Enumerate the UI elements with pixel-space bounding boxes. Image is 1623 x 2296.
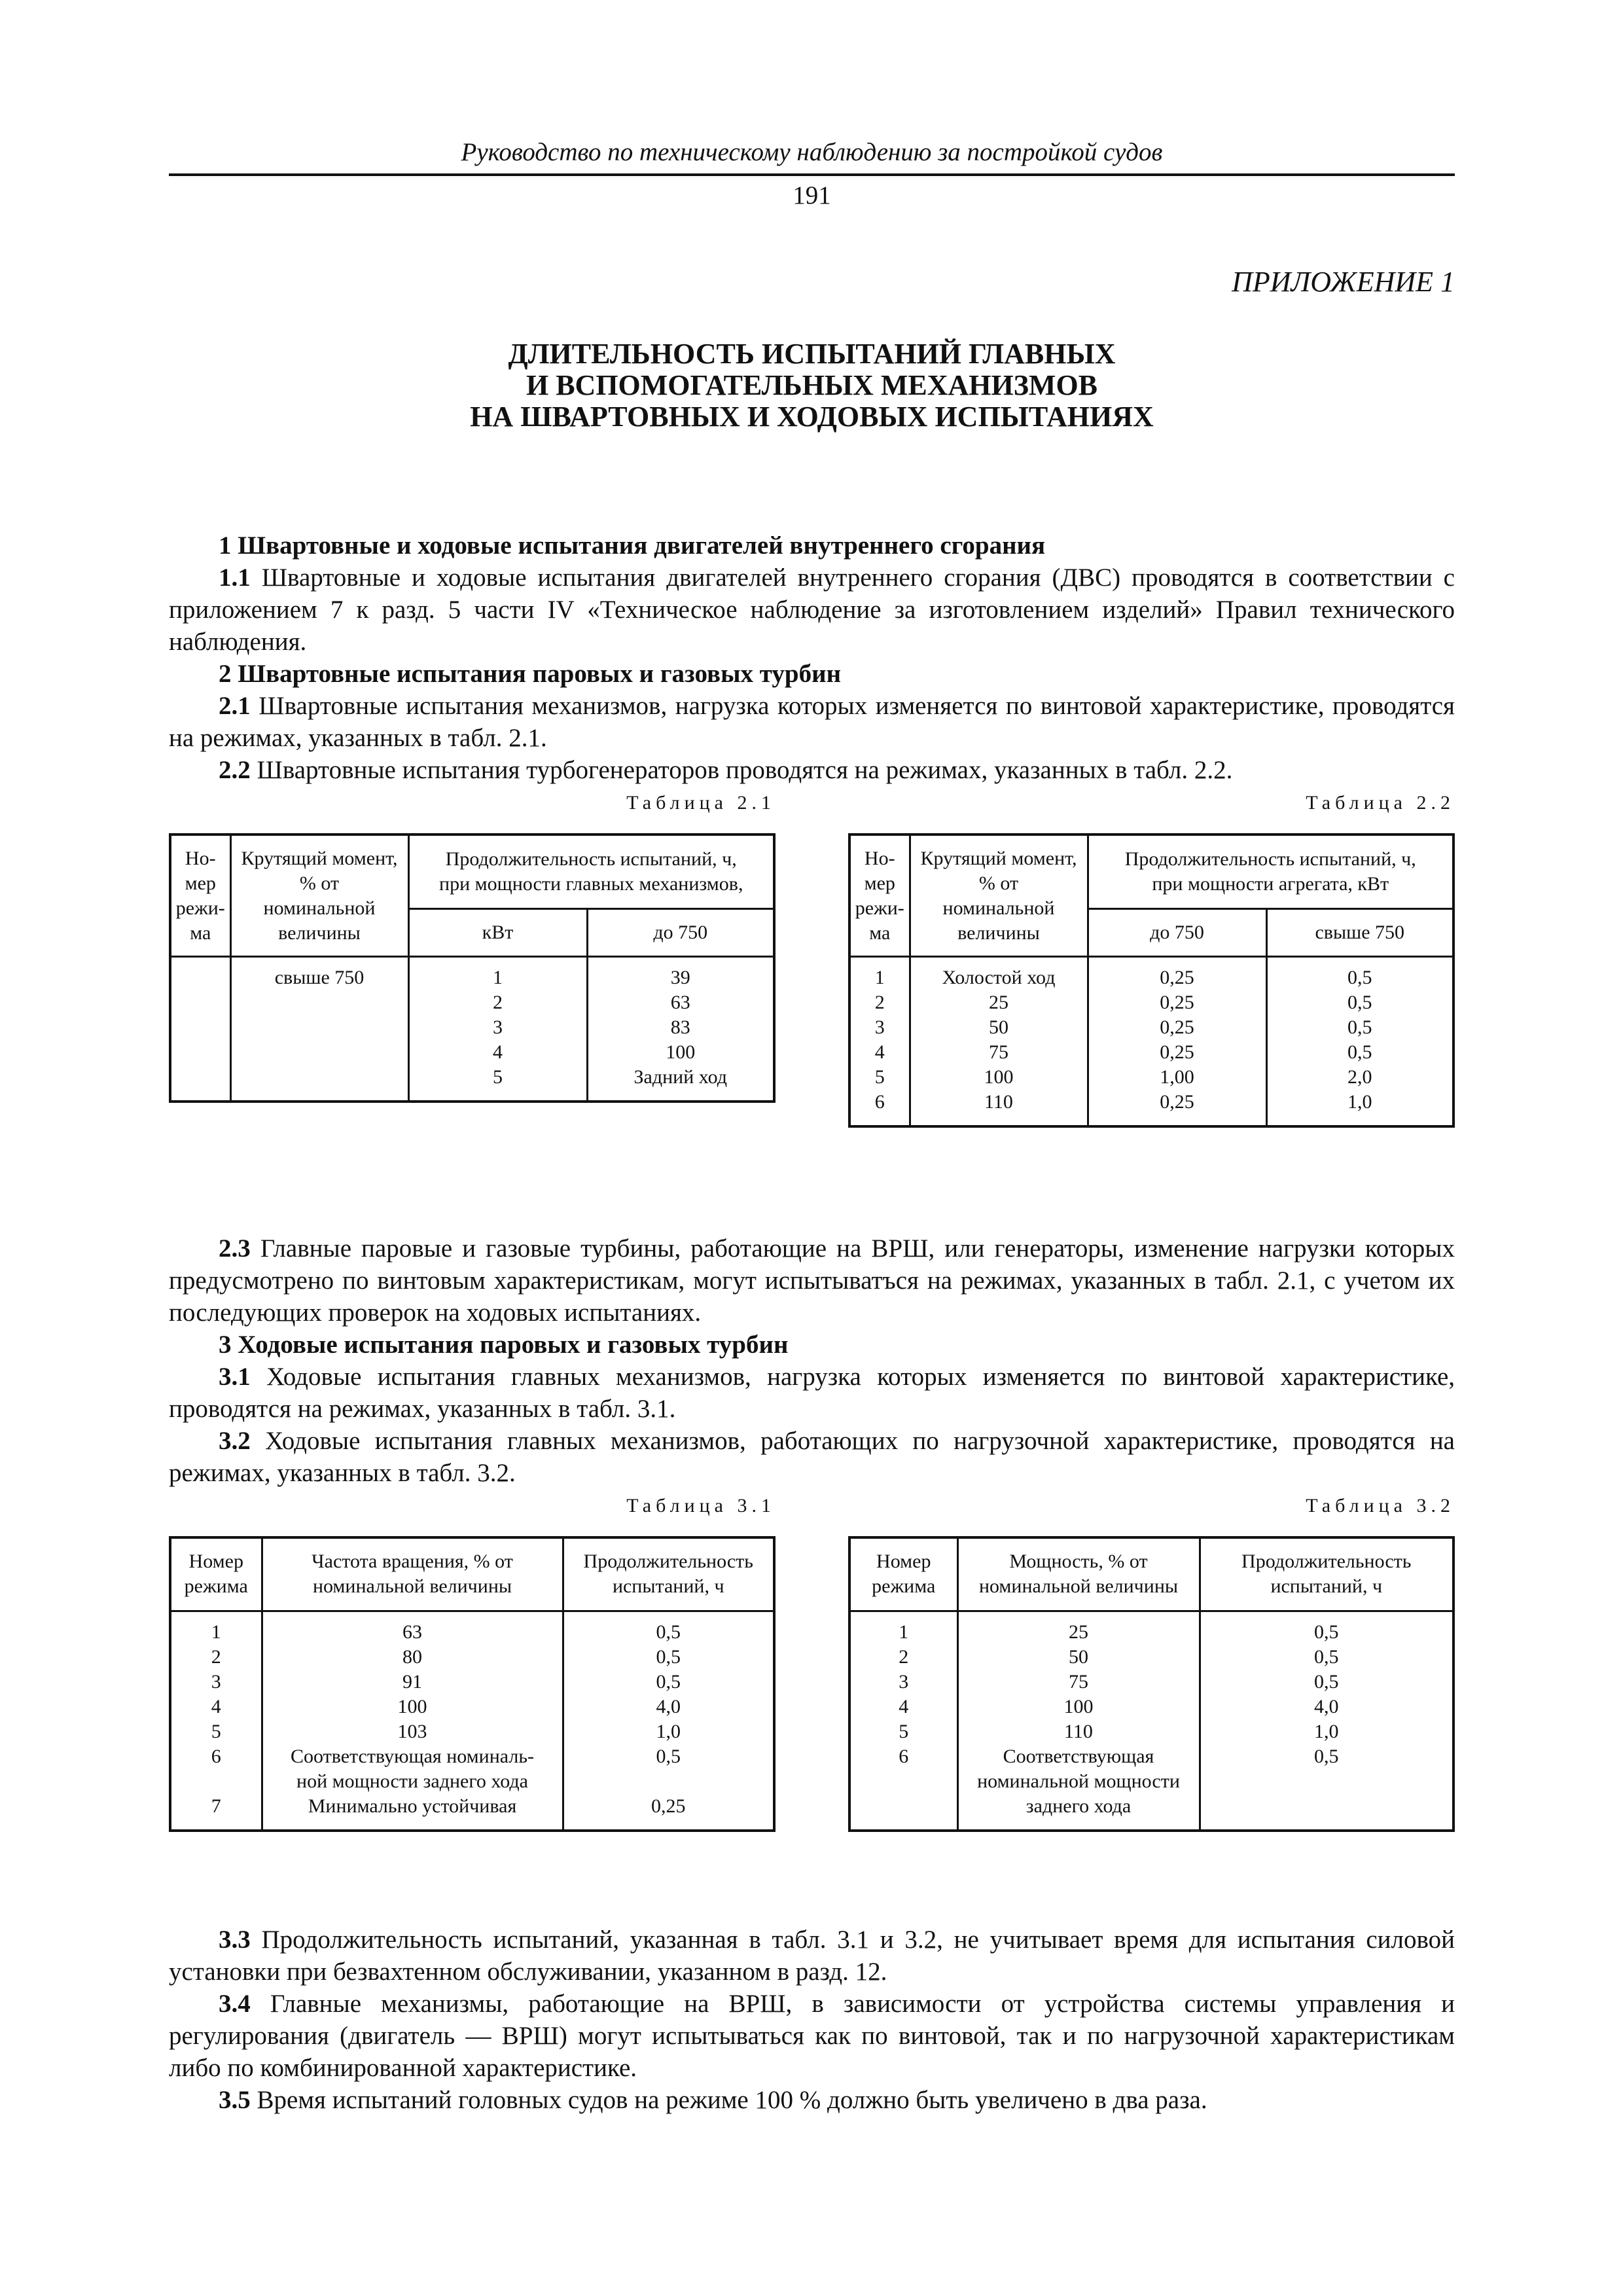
table-cell: 4,0 <box>563 1695 774 1719</box>
table-cell: 25 <box>957 1611 1200 1645</box>
table-cell: 6 <box>849 1090 910 1126</box>
col-header-up-to-750: до 750 <box>587 909 774 957</box>
table-cell: 0,5 <box>1266 1015 1454 1040</box>
table-cell: 25 <box>910 990 1088 1015</box>
table-cell: 0,5 <box>1200 1670 1454 1695</box>
paragraph-2-2 <box>169 754 1455 786</box>
table-cell: 3 <box>408 1015 587 1040</box>
col-header-mode-number: Но- мер режи- ма <box>170 834 230 957</box>
title-line: ДЛИТЕЛЬНОСТЬ ИСПЫТАНИЙ ГЛАВНЫХ <box>508 338 1116 370</box>
table-cell: 0,25 <box>563 1794 774 1831</box>
table-cell: 0,25 <box>1088 957 1266 991</box>
col-header-over-750: свыше 750 <box>1266 909 1454 957</box>
table-cell: 1 <box>849 957 910 991</box>
col-header-mode-number: Но- мер режи- ма <box>849 834 910 957</box>
table-cell: свыше 750 <box>230 957 408 1102</box>
paragraph-text: Швартовные и ходовые испытания двигателей внутреннего сгорания (ДВС) проводятся в соответствии с приложением 7 к разд. 5 части IV «Техническое наблюдение за изготовлением изделий» Правил технического наблюдения. <box>169 564 1455 656</box>
table-cell: 100 <box>587 1040 774 1065</box>
table-cell: 2 <box>849 990 910 1015</box>
document-page <box>169 134 1455 2116</box>
table-cell: 4 <box>849 1040 910 1065</box>
paragraph-number: 3.2 <box>219 1427 251 1455</box>
table-label: Таблица 2.2 <box>1306 792 1455 814</box>
paragraph-text: Продолжительность испытаний, указанная в табл. 3.1 и 3.2, не учитывает время для испытания силовой установки при безвахтенном обслуживании, указанном в разд. 12. <box>169 1925 1455 1986</box>
table-cell: 1,0 <box>1200 1719 1454 1744</box>
table-cell: 50 <box>910 1015 1088 1040</box>
table-cell: 0,25 <box>1088 1015 1266 1040</box>
paragraph-2-3 <box>169 1232 1455 1329</box>
table-cell: 0,25 <box>1088 990 1266 1015</box>
col-header-power: Мощность, % от номинальной величины <box>957 1537 1200 1611</box>
running-head: Руководство по техническому наблюдению за постройкой судов <box>169 134 1455 176</box>
title-line: НА ШВАРТОВНЫХ И ХОДОВЫХ ИСПЫТАНИЯХ <box>470 401 1154 433</box>
table-cell: 0,25 <box>1088 1040 1266 1065</box>
paragraph-number: 3.4 <box>219 1989 251 2018</box>
table-cell: 0,25 <box>1088 1090 1266 1126</box>
table-cell: 103 <box>262 1719 563 1744</box>
section-2-heading: 2 Швартовные испытания паровых и газовых турбин <box>219 660 842 688</box>
paragraph-number: 3.3 <box>219 1925 251 1954</box>
col-header-duration: Продолжительность испытаний, ч, при мощности агрегата, кВт <box>1088 834 1454 909</box>
table-cell: 0,5 <box>1200 1744 1454 1831</box>
table-3-2 <box>848 1536 1455 1832</box>
table-cell: Соответствующая номинальной мощности заднего хода <box>957 1744 1200 1831</box>
table-cell: 75 <box>910 1040 1088 1065</box>
table-label: Таблица 3.1 <box>626 1495 776 1516</box>
table-cell: 4 <box>408 1040 587 1065</box>
table-cell: 100 <box>910 1065 1088 1090</box>
table-cell: 5 <box>849 1065 910 1090</box>
table-cell: 4 <box>170 1695 262 1719</box>
table-cell: 39 <box>587 957 774 991</box>
paragraph-text: Ходовые испытания главных механизмов, работающих по нагрузочной характеристике, проводятся на режимах, указанных в табл. 3.2. <box>169 1427 1455 1487</box>
col-header-duration: Продолжительность испытаний, ч <box>563 1537 774 1611</box>
table-cell: 0,5 <box>1266 990 1454 1015</box>
paragraph-2-1 <box>169 690 1455 754</box>
paragraph-3-3 <box>169 1924 1455 1988</box>
table-cell: 1,00 <box>1088 1065 1266 1090</box>
table-label: Таблица 3.2 <box>1306 1495 1455 1516</box>
col-header-rotation-frequency: Частота вращения, % от номинальной величины <box>262 1537 563 1611</box>
col-header-mode-number: Номер режима <box>849 1537 957 1611</box>
table-cell: Холостой ход <box>910 957 1088 991</box>
section-3-heading: 3 Ходовые испытания паровых и газовых турбин <box>219 1331 789 1359</box>
table-cell: 110 <box>910 1090 1088 1126</box>
paragraph-3-4 <box>169 1988 1455 2084</box>
title-line: И ВСПОМОГАТЕЛЬНЫХ МЕХАНИЗМОВ <box>526 369 1098 401</box>
paragraph-text: Время испытаний головных судов на режиме 100 % должно быть увеличено в два раза. <box>250 2085 1207 2114</box>
paragraph-number: 2.2 <box>219 756 251 784</box>
paragraph-text: Главные механизмы, работающие на ВРШ, в зависимости от устройства системы управления и регулирования (двигатель — ВРШ) могут испытываться как по винтовой, так и по нагрузочной характеристикам либо по комбинированной характеристике. <box>169 1989 1455 2082</box>
paragraph-3-5 <box>169 2084 1455 2116</box>
table-cell: 5 <box>170 1719 262 1744</box>
table-cell: 80 <box>262 1645 563 1670</box>
table-cell: 7 <box>170 1794 262 1831</box>
table-3-1 <box>169 1536 776 1832</box>
table-cell: 0,5 <box>563 1670 774 1695</box>
paragraph-number: 2.1 <box>219 692 251 720</box>
paragraph-1-1 <box>169 562 1455 658</box>
paragraph-text: Швартовные испытания механизмов, нагрузка которых изменяется по винтовой характеристике, проводятся на режимах, указанных в табл. 2.1. <box>169 692 1455 752</box>
table-cell: 3 <box>170 1670 262 1695</box>
table-cell: 0,5 <box>1200 1645 1454 1670</box>
paragraph-3-1 <box>169 1361 1455 1425</box>
document-title <box>169 338 1455 433</box>
col-header-torque: Крутящий момент, % от номинальной величины <box>230 834 408 957</box>
table-cell: 1 <box>170 1611 262 1645</box>
paragraph-number: 3.5 <box>219 2085 251 2114</box>
table-cell: 63 <box>262 1611 563 1645</box>
table-cell: 4 <box>849 1695 957 1719</box>
table-cell: 6 <box>849 1744 957 1831</box>
table-cell: 110 <box>957 1719 1200 1744</box>
table-cell: 0,5 <box>1200 1611 1454 1645</box>
col-header-torque: Крутящий момент, % от номинальной величины <box>910 834 1088 957</box>
table-cell: 2 <box>408 990 587 1015</box>
col-header-duration: Продолжительность испытаний, ч <box>1200 1537 1454 1611</box>
table-2-2-block <box>848 790 1455 1128</box>
table-cell: 100 <box>262 1695 563 1719</box>
table-cell: 3 <box>849 1015 910 1040</box>
table-cell: 0,5 <box>563 1611 774 1645</box>
table-cell: 0,5 <box>563 1645 774 1670</box>
table-cell: 0,5 <box>1266 1040 1454 1065</box>
table-cell: Минимально устойчивая <box>262 1794 563 1831</box>
table-cell: 5 <box>849 1719 957 1744</box>
table-cell: 63 <box>587 990 774 1015</box>
paragraph-number: 1.1 <box>219 564 251 592</box>
spacer <box>169 1128 1455 1232</box>
table-2-2 <box>848 833 1455 1128</box>
table-cell: 2 <box>170 1645 262 1670</box>
paragraph-text: Ходовые испытания главных механизмов, нагрузка которых изменяется по винтовой характеристике, проводятся на режимах, указанных в табл. 3.1. <box>169 1363 1455 1423</box>
section-1-heading: 1 Швартовные и ходовые испытания двигателей внутреннего сгорания <box>219 531 1046 560</box>
table-cell: 4,0 <box>1200 1695 1454 1719</box>
table-3-1-block <box>169 1493 776 1832</box>
table-cell: 0,5 <box>1266 957 1454 991</box>
paragraph-number: 2.3 <box>219 1234 251 1263</box>
table-cell: 100 <box>957 1695 1200 1719</box>
col-header-mode-number: Номер режима <box>170 1537 262 1611</box>
col-header-kw: кВт <box>408 909 587 957</box>
table-3-2-block <box>848 1493 1455 1832</box>
table-cell: 5 <box>408 1065 587 1102</box>
table-cell: Соответствующая номиналь- ной мощности заднего хода <box>262 1744 563 1794</box>
table-cell: 2,0 <box>1266 1065 1454 1090</box>
table-cell: 83 <box>587 1015 774 1040</box>
col-header-duration: Продолжительность испытаний, ч, при мощности главных механизмов, <box>408 834 774 909</box>
table-cell: 1,0 <box>1266 1090 1454 1126</box>
table-cell: Задний ход <box>587 1065 774 1102</box>
table-cell: 2 <box>849 1645 957 1670</box>
paragraph-text: Главные паровые и газовые турбины, работающие на ВРШ, или генераторы, изменение нагрузки которых предусмотрено по винтовым характеристикам, могут испытыватъся на режимах, указанных в табл. 2.1, с учетом их последующих проверок на ходовых испытаниях. <box>169 1234 1455 1327</box>
tables-3-row <box>169 1493 1455 1832</box>
table-cell: 1,0 <box>563 1719 774 1744</box>
table-cell: 91 <box>262 1670 563 1695</box>
table-cell: 50 <box>957 1645 1200 1670</box>
table-label: Таблица 2.1 <box>626 792 776 814</box>
tables-2-row <box>169 790 1455 1128</box>
table-cell: 75 <box>957 1670 1200 1695</box>
page-number: 191 <box>793 181 831 209</box>
paragraph-text: Швартовные испытания турбогенераторов проводятся на режимах, указанных в табл. 2.2. <box>250 756 1233 784</box>
table-2-1-block <box>169 790 776 1128</box>
appendix-label: ПРИЛОЖЕНИЕ 1 <box>1232 266 1455 298</box>
table-cell: 0,5 <box>563 1744 774 1794</box>
table-cell <box>170 957 230 1102</box>
table-2-1 <box>169 833 776 1103</box>
table-cell: 1 <box>408 957 587 991</box>
table-cell: 6 <box>170 1744 262 1794</box>
spacer <box>169 1832 1455 1924</box>
paragraph-number: 3.1 <box>219 1363 251 1391</box>
col-header-up-to-750: до 750 <box>1088 909 1266 957</box>
table-cell: 3 <box>849 1670 957 1695</box>
table-cell: 1 <box>849 1611 957 1645</box>
paragraph-3-2 <box>169 1425 1455 1489</box>
